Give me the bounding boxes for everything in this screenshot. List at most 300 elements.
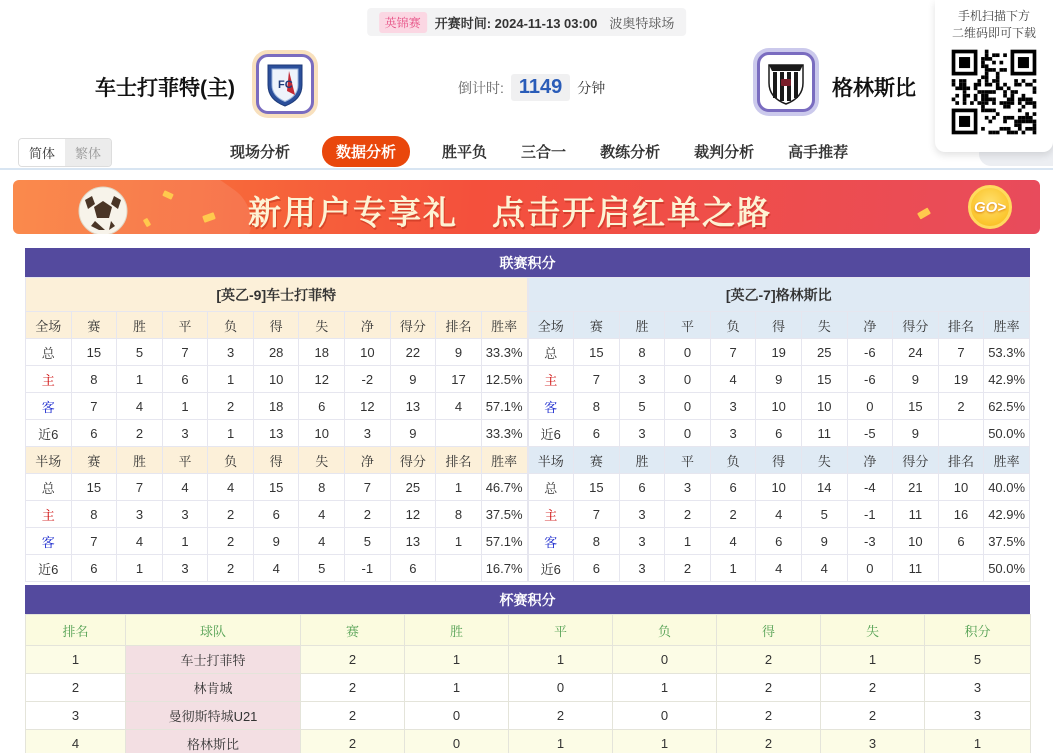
stat-cell: 4 <box>299 501 345 528</box>
stat-cell: 2 <box>345 501 391 528</box>
away-league-table <box>528 277 1031 582</box>
qr-tip-line2: 二维码即可下载 <box>951 26 1036 40</box>
cup-stat-cell: 2 <box>301 730 405 753</box>
cup-stat-cell: 1 <box>821 646 925 674</box>
column-header-cell: 半场 <box>26 447 72 474</box>
confetti <box>143 218 151 227</box>
stat-cell: 主 <box>528 501 574 528</box>
stat-cell: -4 <box>847 474 893 501</box>
column-header-cell: 半场 <box>528 447 574 474</box>
nav-tab[interactable]: 胜平负 <box>442 144 488 161</box>
match-info-strip <box>367 8 687 36</box>
table-row <box>528 501 1030 528</box>
stat-cell: 5 <box>345 528 391 555</box>
stat-cell: 2 <box>665 501 711 528</box>
table-row <box>26 474 528 501</box>
stat-cell: 6 <box>710 474 756 501</box>
stat-cell: 7 <box>71 528 117 555</box>
stat-cell: 50.0% <box>984 555 1030 582</box>
away-team-name: 格林斯比 <box>832 77 916 100</box>
stat-cell: 6 <box>162 366 208 393</box>
stat-cell: 客 <box>528 393 574 420</box>
stat-cell: 主 <box>26 501 72 528</box>
stat-cell: -3 <box>847 528 893 555</box>
cup-points-section <box>25 585 1030 753</box>
stat-cell: 8 <box>71 366 117 393</box>
stat-cell: 总 <box>528 474 574 501</box>
cup-table-row <box>26 674 1031 702</box>
stat-cell: 10 <box>253 366 299 393</box>
stat-cell: 4 <box>756 555 802 582</box>
column-header-cell: 负 <box>710 312 756 339</box>
cup-team-cell: 林肯城 <box>126 674 301 702</box>
table-header-row <box>26 312 528 339</box>
stat-cell: 10 <box>938 474 984 501</box>
cup-stat-cell: 1 <box>613 730 717 753</box>
column-header-cell: 得分 <box>390 312 436 339</box>
nav-tab[interactable]: 教练分析 <box>600 144 661 161</box>
qr-code <box>948 46 1040 138</box>
stat-cell: 9 <box>390 366 436 393</box>
countdown-value: 1149 <box>511 74 570 101</box>
cup-column-header-cell: 积分 <box>925 615 1031 646</box>
stat-cell: 3 <box>345 420 391 447</box>
stat-cell: 7 <box>345 474 391 501</box>
cup-stat-cell: 2 <box>301 702 405 730</box>
team-title-row <box>26 278 528 312</box>
stat-cell: 2 <box>208 501 254 528</box>
cup-stat-cell: 4 <box>26 730 126 753</box>
stat-cell: 4 <box>801 555 847 582</box>
stat-cell: -1 <box>345 555 391 582</box>
away-team-logo <box>753 48 819 116</box>
stat-cell: 28 <box>253 339 299 366</box>
stat-cell: 主 <box>528 366 574 393</box>
column-header-cell: 胜率 <box>984 312 1030 339</box>
column-header-cell: 赛 <box>574 312 620 339</box>
nav-tab[interactable]: 现场分析 <box>230 144 291 161</box>
stat-cell: 11 <box>801 420 847 447</box>
stat-cell: 总 <box>26 339 72 366</box>
column-header-cell: 失 <box>299 447 345 474</box>
table-header-row <box>26 447 528 474</box>
stat-cell: 18 <box>299 339 345 366</box>
column-header-cell: 得 <box>253 447 299 474</box>
nav-tab[interactable]: 高手推荐 <box>788 144 849 161</box>
stat-cell: -1 <box>847 501 893 528</box>
column-header-cell: 失 <box>801 447 847 474</box>
stat-cell: 19 <box>756 339 802 366</box>
stat-cell: 1 <box>208 366 254 393</box>
cup-table-row <box>26 646 1031 674</box>
table-row <box>528 339 1030 366</box>
stat-cell: 25 <box>801 339 847 366</box>
column-header-cell: 负 <box>710 447 756 474</box>
column-header-cell: 胜 <box>619 447 665 474</box>
stat-cell: 8 <box>619 339 665 366</box>
stat-cell: 15 <box>71 474 117 501</box>
column-header-cell: 全场 <box>26 312 72 339</box>
stat-cell: 2 <box>208 393 254 420</box>
table-row <box>26 393 528 420</box>
stat-cell: 3 <box>710 393 756 420</box>
stat-cell: 总 <box>26 474 72 501</box>
stat-cell: 6 <box>71 420 117 447</box>
stat-cell: 15 <box>253 474 299 501</box>
stat-cell: 3 <box>162 420 208 447</box>
countdown-label: 倒计时: <box>458 79 504 96</box>
promo-banner[interactable] <box>13 180 1040 234</box>
cup-stat-cell: 2 <box>717 646 821 674</box>
nav-tab[interactable]: 数据分析 <box>322 136 410 167</box>
column-header-cell: 失 <box>801 312 847 339</box>
home-crest-icon <box>256 54 314 114</box>
qr-download-card <box>935 0 1053 152</box>
stat-cell: 9 <box>756 366 802 393</box>
stat-cell: 客 <box>528 528 574 555</box>
stat-cell: 46.7% <box>481 474 527 501</box>
column-header-cell: 胜率 <box>481 312 527 339</box>
stat-cell: 3 <box>619 501 665 528</box>
stat-cell: 10 <box>893 528 939 555</box>
stat-cell: 22 <box>390 339 436 366</box>
countdown-unit: 分钟 <box>577 79 606 96</box>
cup-stat-cell: 3 <box>925 674 1031 702</box>
table-row <box>528 474 1030 501</box>
stat-cell: 11 <box>893 555 939 582</box>
column-header-cell: 得 <box>756 447 802 474</box>
column-header-cell: 得分 <box>893 447 939 474</box>
stat-cell: 15 <box>893 393 939 420</box>
team-title-cell: [英乙-9]车士打菲特 <box>26 278 528 312</box>
table-row <box>528 555 1030 582</box>
cup-column-header-cell: 平 <box>509 615 613 646</box>
stat-cell: 4 <box>436 393 482 420</box>
cup-column-header-cell: 排名 <box>26 615 126 646</box>
stat-cell: 18 <box>253 393 299 420</box>
venue-name: 波奥特球场 <box>609 15 675 31</box>
kickoff-time <box>435 13 598 32</box>
stat-cell: 16.7% <box>481 555 527 582</box>
stat-cell: 3 <box>619 555 665 582</box>
stat-cell: 8 <box>574 528 620 555</box>
stat-cell: 7 <box>710 339 756 366</box>
stat-cell: 3 <box>162 501 208 528</box>
column-header-cell: 得分 <box>390 447 436 474</box>
stat-cell: 3 <box>619 366 665 393</box>
nav-bar <box>0 136 1053 166</box>
stat-cell: 总 <box>528 339 574 366</box>
cup-stat-cell: 0 <box>613 646 717 674</box>
svg-text:FC: FC <box>278 79 293 91</box>
cup-stat-cell: 1 <box>405 674 509 702</box>
cup-column-header-cell: 球队 <box>126 615 301 646</box>
cup-stat-cell: 1 <box>26 646 126 674</box>
column-header-cell: 失 <box>299 312 345 339</box>
stat-cell: 4 <box>208 474 254 501</box>
qr-tip-text <box>935 0 1053 42</box>
stat-cell: 7 <box>574 501 620 528</box>
qr-tip-line1: 手机扫描下方 <box>957 9 1030 23</box>
stat-cell: 5 <box>801 501 847 528</box>
stat-cell: 10 <box>756 474 802 501</box>
nav-tabs <box>228 136 850 167</box>
column-header-cell: 排名 <box>938 312 984 339</box>
cup-column-header-cell: 失 <box>821 615 925 646</box>
stat-cell: 57.1% <box>481 393 527 420</box>
stat-cell: 1 <box>710 555 756 582</box>
column-header-cell: 胜率 <box>481 447 527 474</box>
stat-cell: 53.3% <box>984 339 1030 366</box>
cup-stat-cell: 2 <box>717 702 821 730</box>
stat-cell: 6 <box>253 501 299 528</box>
cup-column-header-cell: 负 <box>613 615 717 646</box>
column-header-cell: 排名 <box>938 447 984 474</box>
stat-cell: 1 <box>436 474 482 501</box>
stat-cell: 3 <box>162 555 208 582</box>
stat-cell: 近6 <box>26 555 72 582</box>
go-button[interactable] <box>968 185 1012 229</box>
stat-cell: 7 <box>162 339 208 366</box>
stat-cell: 近6 <box>528 555 574 582</box>
stat-cell: 3 <box>208 339 254 366</box>
table-header-row <box>528 447 1030 474</box>
stat-cell: 6 <box>756 528 802 555</box>
stat-cell: 5 <box>117 339 163 366</box>
stat-cell: 1 <box>665 528 711 555</box>
column-header-cell: 净 <box>847 312 893 339</box>
column-header-cell: 全场 <box>528 312 574 339</box>
stat-cell: 10 <box>345 339 391 366</box>
stat-cell: 2 <box>710 501 756 528</box>
stat-cell: 6 <box>71 555 117 582</box>
stat-cell: 12 <box>390 501 436 528</box>
column-header-cell: 得分 <box>893 312 939 339</box>
table-row <box>26 420 528 447</box>
stat-cell: 9 <box>390 420 436 447</box>
stat-cell: 7 <box>117 474 163 501</box>
cup-stat-cell: 2 <box>821 674 925 702</box>
confetti <box>917 207 931 219</box>
stat-cell: 近6 <box>528 420 574 447</box>
stat-cell: 1 <box>208 420 254 447</box>
cup-standings-table <box>25 614 1031 753</box>
table-row <box>26 339 528 366</box>
stat-cell: 13 <box>390 393 436 420</box>
cup-stat-cell: 0 <box>405 730 509 753</box>
cup-stat-cell: 1 <box>509 646 613 674</box>
cup-column-header-cell: 胜 <box>405 615 509 646</box>
soccer-ball-icon <box>75 182 131 234</box>
stat-cell: 1 <box>162 393 208 420</box>
stat-cell: 15 <box>574 474 620 501</box>
stat-cell: 3 <box>117 501 163 528</box>
cup-stat-cell: 1 <box>613 674 717 702</box>
stat-cell: 24 <box>893 339 939 366</box>
stat-cell: 6 <box>390 555 436 582</box>
stat-cell: 8 <box>71 501 117 528</box>
cup-team-cell: 车士打菲特 <box>126 646 301 674</box>
countdown <box>458 74 605 101</box>
stat-cell: 4 <box>710 528 756 555</box>
stat-cell: 15 <box>801 366 847 393</box>
cup-header-row <box>26 615 1031 646</box>
nav-divider <box>0 168 1053 170</box>
column-header-cell: 净 <box>345 447 391 474</box>
cup-column-header-cell: 赛 <box>301 615 405 646</box>
stat-cell: 6 <box>299 393 345 420</box>
table-row <box>528 420 1030 447</box>
stat-cell: 8 <box>574 393 620 420</box>
table-header-row <box>528 312 1030 339</box>
home-team-name: 车士打菲特(主) <box>95 77 235 100</box>
cup-stat-cell: 1 <box>509 730 613 753</box>
cup-stat-cell: 3 <box>925 702 1031 730</box>
cup-stat-cell: 0 <box>613 702 717 730</box>
home-league-table <box>25 277 528 582</box>
stat-cell: 10 <box>801 393 847 420</box>
cup-column-header-cell: 得 <box>717 615 821 646</box>
stat-cell: 11 <box>893 501 939 528</box>
table-row <box>26 501 528 528</box>
cup-team-cell: 曼彻斯特城U21 <box>126 702 301 730</box>
column-header-cell: 得 <box>253 312 299 339</box>
away-crest-icon <box>757 52 815 112</box>
table-row <box>528 393 1030 420</box>
kickoff-value: 2024-11-13 03:00 <box>494 15 598 31</box>
league-points-title: 联赛积分 <box>25 248 1030 277</box>
column-header-cell: 胜 <box>117 447 163 474</box>
column-header-cell: 平 <box>162 312 208 339</box>
stat-cell: 9 <box>253 528 299 555</box>
column-header-cell: 得 <box>756 312 802 339</box>
stat-cell: -6 <box>847 339 893 366</box>
go-button-label: GO> <box>973 198 1007 216</box>
column-header-cell: 净 <box>345 312 391 339</box>
stat-cell <box>436 555 482 582</box>
stat-cell: 4 <box>756 501 802 528</box>
column-header-cell: 胜率 <box>984 447 1030 474</box>
stat-cell: 4 <box>117 393 163 420</box>
team-title-cell: [英乙-7]格林斯比 <box>528 278 1030 312</box>
stat-cell: 4 <box>710 366 756 393</box>
column-header-cell: 平 <box>665 447 711 474</box>
team-title-row <box>528 278 1030 312</box>
stat-cell: 0 <box>665 393 711 420</box>
cup-stat-cell: 2 <box>509 702 613 730</box>
stat-cell: 6 <box>938 528 984 555</box>
column-header-cell: 赛 <box>574 447 620 474</box>
nav-tab[interactable]: 裁判分析 <box>694 144 755 161</box>
column-header-cell: 平 <box>162 447 208 474</box>
stat-cell: 2 <box>208 528 254 555</box>
stat-cell: 2 <box>117 420 163 447</box>
confetti <box>162 190 174 200</box>
table-row <box>26 528 528 555</box>
table-row <box>26 366 528 393</box>
league-points-section <box>25 248 1030 582</box>
stat-cell: 0 <box>847 555 893 582</box>
home-team-logo <box>252 50 318 118</box>
stat-cell: 5 <box>299 555 345 582</box>
language-toggle[interactable] <box>18 138 112 167</box>
cup-stat-cell: 3 <box>26 702 126 730</box>
stat-cell: -5 <box>847 420 893 447</box>
stat-cell: 50.0% <box>984 420 1030 447</box>
column-header-cell: 胜 <box>117 312 163 339</box>
cup-points-title: 杯赛积分 <box>25 585 1030 614</box>
column-header-cell: 赛 <box>71 312 117 339</box>
cup-stat-cell: 2 <box>26 674 126 702</box>
stat-cell: 12 <box>345 393 391 420</box>
column-header-cell: 负 <box>208 312 254 339</box>
stat-cell: 16 <box>938 501 984 528</box>
cup-stat-cell: 3 <box>821 730 925 753</box>
stat-cell: 9 <box>801 528 847 555</box>
stat-cell: 12 <box>299 366 345 393</box>
stat-cell: 21 <box>893 474 939 501</box>
confetti <box>202 212 216 223</box>
stat-cell: 37.5% <box>481 501 527 528</box>
stat-cell: 近6 <box>26 420 72 447</box>
stat-cell: 19 <box>938 366 984 393</box>
stat-cell: 33.3% <box>481 420 527 447</box>
stat-cell: 1 <box>436 528 482 555</box>
column-header-cell: 排名 <box>436 447 482 474</box>
stat-cell: 客 <box>26 528 72 555</box>
stat-cell: 0 <box>665 366 711 393</box>
stat-cell: -2 <box>345 366 391 393</box>
stat-cell: 6 <box>574 420 620 447</box>
stat-cell: 2 <box>938 393 984 420</box>
cup-stat-cell: 2 <box>717 730 821 753</box>
stat-cell <box>938 555 984 582</box>
lang-simplified-button[interactable]: 简体 <box>19 139 65 166</box>
stat-cell: 客 <box>26 393 72 420</box>
stat-cell: 37.5% <box>984 528 1030 555</box>
stat-cell: 主 <box>26 366 72 393</box>
cup-table-row <box>26 730 1031 753</box>
stat-cell: 4 <box>253 555 299 582</box>
stat-cell <box>938 420 984 447</box>
stat-cell: 0 <box>665 339 711 366</box>
stat-cell: 9 <box>893 420 939 447</box>
stat-cell: 3 <box>619 420 665 447</box>
table-row <box>26 555 528 582</box>
stat-cell: 0 <box>665 420 711 447</box>
lang-traditional-button[interactable]: 繁体 <box>65 139 111 166</box>
kickoff-label: 开赛时间: <box>434 15 492 31</box>
cup-stat-cell: 1 <box>925 730 1031 753</box>
stat-cell: 3 <box>619 528 665 555</box>
stat-cell: 40.0% <box>984 474 1030 501</box>
stat-cell: 12.5% <box>481 366 527 393</box>
stat-cell: 7 <box>938 339 984 366</box>
cup-stat-cell: 2 <box>301 674 405 702</box>
nav-tab[interactable]: 三合一 <box>521 144 567 161</box>
cup-stat-cell: 2 <box>301 646 405 674</box>
stat-cell: 2 <box>208 555 254 582</box>
stat-cell: 10 <box>299 420 345 447</box>
column-header-cell: 赛 <box>71 447 117 474</box>
column-header-cell: 胜 <box>619 312 665 339</box>
cup-team-cell: 格林斯比 <box>126 730 301 753</box>
stat-cell: 15 <box>574 339 620 366</box>
stat-cell: 4 <box>162 474 208 501</box>
stat-cell: 1 <box>117 366 163 393</box>
stat-cell: 9 <box>436 339 482 366</box>
stat-cell: 42.9% <box>984 366 1030 393</box>
